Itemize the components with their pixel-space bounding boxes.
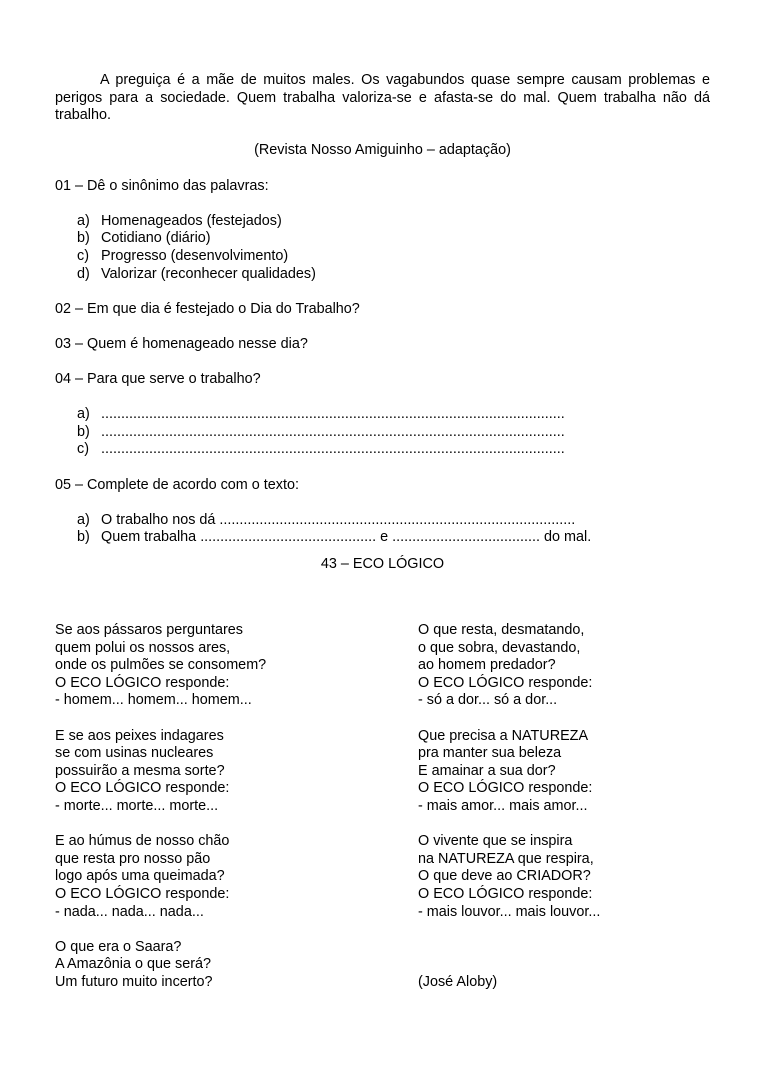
stanza — [55, 939, 395, 992]
poem-line: - só a dor... só a dor... — [418, 692, 558, 709]
question-4-list — [55, 406, 710, 459]
poem-line: Se aos pássaros perguntares — [55, 622, 243, 638]
list-item: b) Cotidiano (diário) — [77, 230, 211, 247]
list-item: a) Homenageados (festejados) — [77, 212, 282, 229]
poem-line: E ao húmus de nosso chão — [55, 833, 230, 850]
answer-line: c) .................................................................................................................... — [77, 441, 565, 458]
poem-line: na NATUREZA que respira, — [418, 850, 594, 867]
poem-line: O ECO LÓGICO responde: — [418, 885, 593, 902]
stanza — [418, 622, 718, 710]
poem-line: - mais louvor... mais louvor... — [418, 903, 601, 920]
poem-line: - mais amor... mais amor... — [418, 797, 588, 814]
poem-line: A Amazônia o que será? — [55, 956, 212, 973]
poem-line: o que sobra, devastando, — [418, 639, 581, 656]
poem-line: possuirão a mesma sorte? — [55, 762, 225, 779]
worksheet — [55, 72, 710, 574]
answer-line: a) .................................................................................................................... — [77, 406, 565, 423]
poem-line: - morte... morte... morte... — [55, 797, 219, 814]
list-item: c) Progresso (desenvolvimento) — [77, 247, 289, 264]
stanza — [418, 833, 718, 921]
poem-line: que resta pro nosso pão — [55, 850, 211, 867]
stanza — [55, 622, 395, 710]
list-item: d) Valorizar (reconhecer qualidades) — [77, 265, 316, 282]
poem-line: O que resta, desmatando, — [418, 622, 585, 638]
question-1: 01 – Dê o sinônimo das palavras: — [55, 177, 269, 194]
answer-line: a) O trabalho nos dá ......................................................................................... — [77, 511, 576, 528]
poem-line: O ECO LÓGICO responde: — [55, 885, 230, 902]
poem-title: 43 – ECO LÓGICO — [320, 556, 445, 573]
answer-line: b) Quem trabalha ............................................ e ..................................... do mal. — [77, 529, 592, 546]
poem-author: (José Aloby) — [418, 974, 498, 990]
question-1-list — [55, 213, 710, 283]
poem-line: Um futuro muito incerto? — [55, 973, 213, 990]
poem-line: quem polui os nossos ares, — [55, 639, 231, 656]
poem-line: Que precisa a NATUREZA — [418, 727, 589, 744]
stanza — [55, 833, 395, 921]
poem-line: O que era o Saara? — [55, 938, 182, 955]
question-3: 03 – Quem é homenageado nesse dia? — [55, 335, 308, 352]
poem-right-column — [418, 622, 718, 939]
question-2: 02 – Em que dia é festejado o Dia do Trabalho? — [55, 300, 360, 317]
intro-paragraph: A preguiça é a mãe de muitos males. Os vagabundos quase sempre causam problemas e perigos para a sociedade. Quem trabalha valoriza-se e afasta-se do mal. Quem trabalha não dá trabalho. — [55, 72, 710, 124]
question-5: 05 – Complete de acordo com o texto: — [55, 476, 299, 493]
poem-line: O que deve ao CRIADOR? — [418, 868, 591, 885]
poem-line: - homem... homem... homem... — [55, 692, 252, 709]
poem-line: - nada... nada... nada... — [55, 903, 204, 920]
stanza — [418, 728, 718, 816]
question-4: 04 – Para que serve o trabalho? — [55, 371, 261, 388]
answer-line: b) .................................................................................................................... — [77, 423, 565, 440]
poem-line: se com usinas nucleares — [55, 745, 214, 762]
poem-line: logo após uma queimada? — [55, 868, 225, 885]
poem-line: E se aos peixes indagares — [55, 727, 224, 744]
poem-line: ao homem predador? — [418, 657, 556, 674]
poem-line: O ECO LÓGICO responde: — [55, 674, 230, 691]
poem-line: O ECO LÓGICO responde: — [418, 674, 593, 691]
poem-line: E amainar a sua dor? — [418, 762, 556, 779]
source-citation: (Revista Nosso Amiguinho – adaptação) — [254, 142, 511, 159]
stanza — [55, 728, 395, 816]
poem-line: pra manter sua beleza — [418, 745, 562, 762]
poem-line: onde os pulmões se consomem? — [55, 657, 267, 674]
question-5-list — [55, 512, 710, 547]
poem-line: O vivente que se inspira — [418, 833, 573, 850]
poem-line: O ECO LÓGICO responde: — [418, 780, 593, 797]
poem-left-column — [55, 622, 395, 1009]
poem-line: O ECO LÓGICO responde: — [55, 780, 230, 797]
